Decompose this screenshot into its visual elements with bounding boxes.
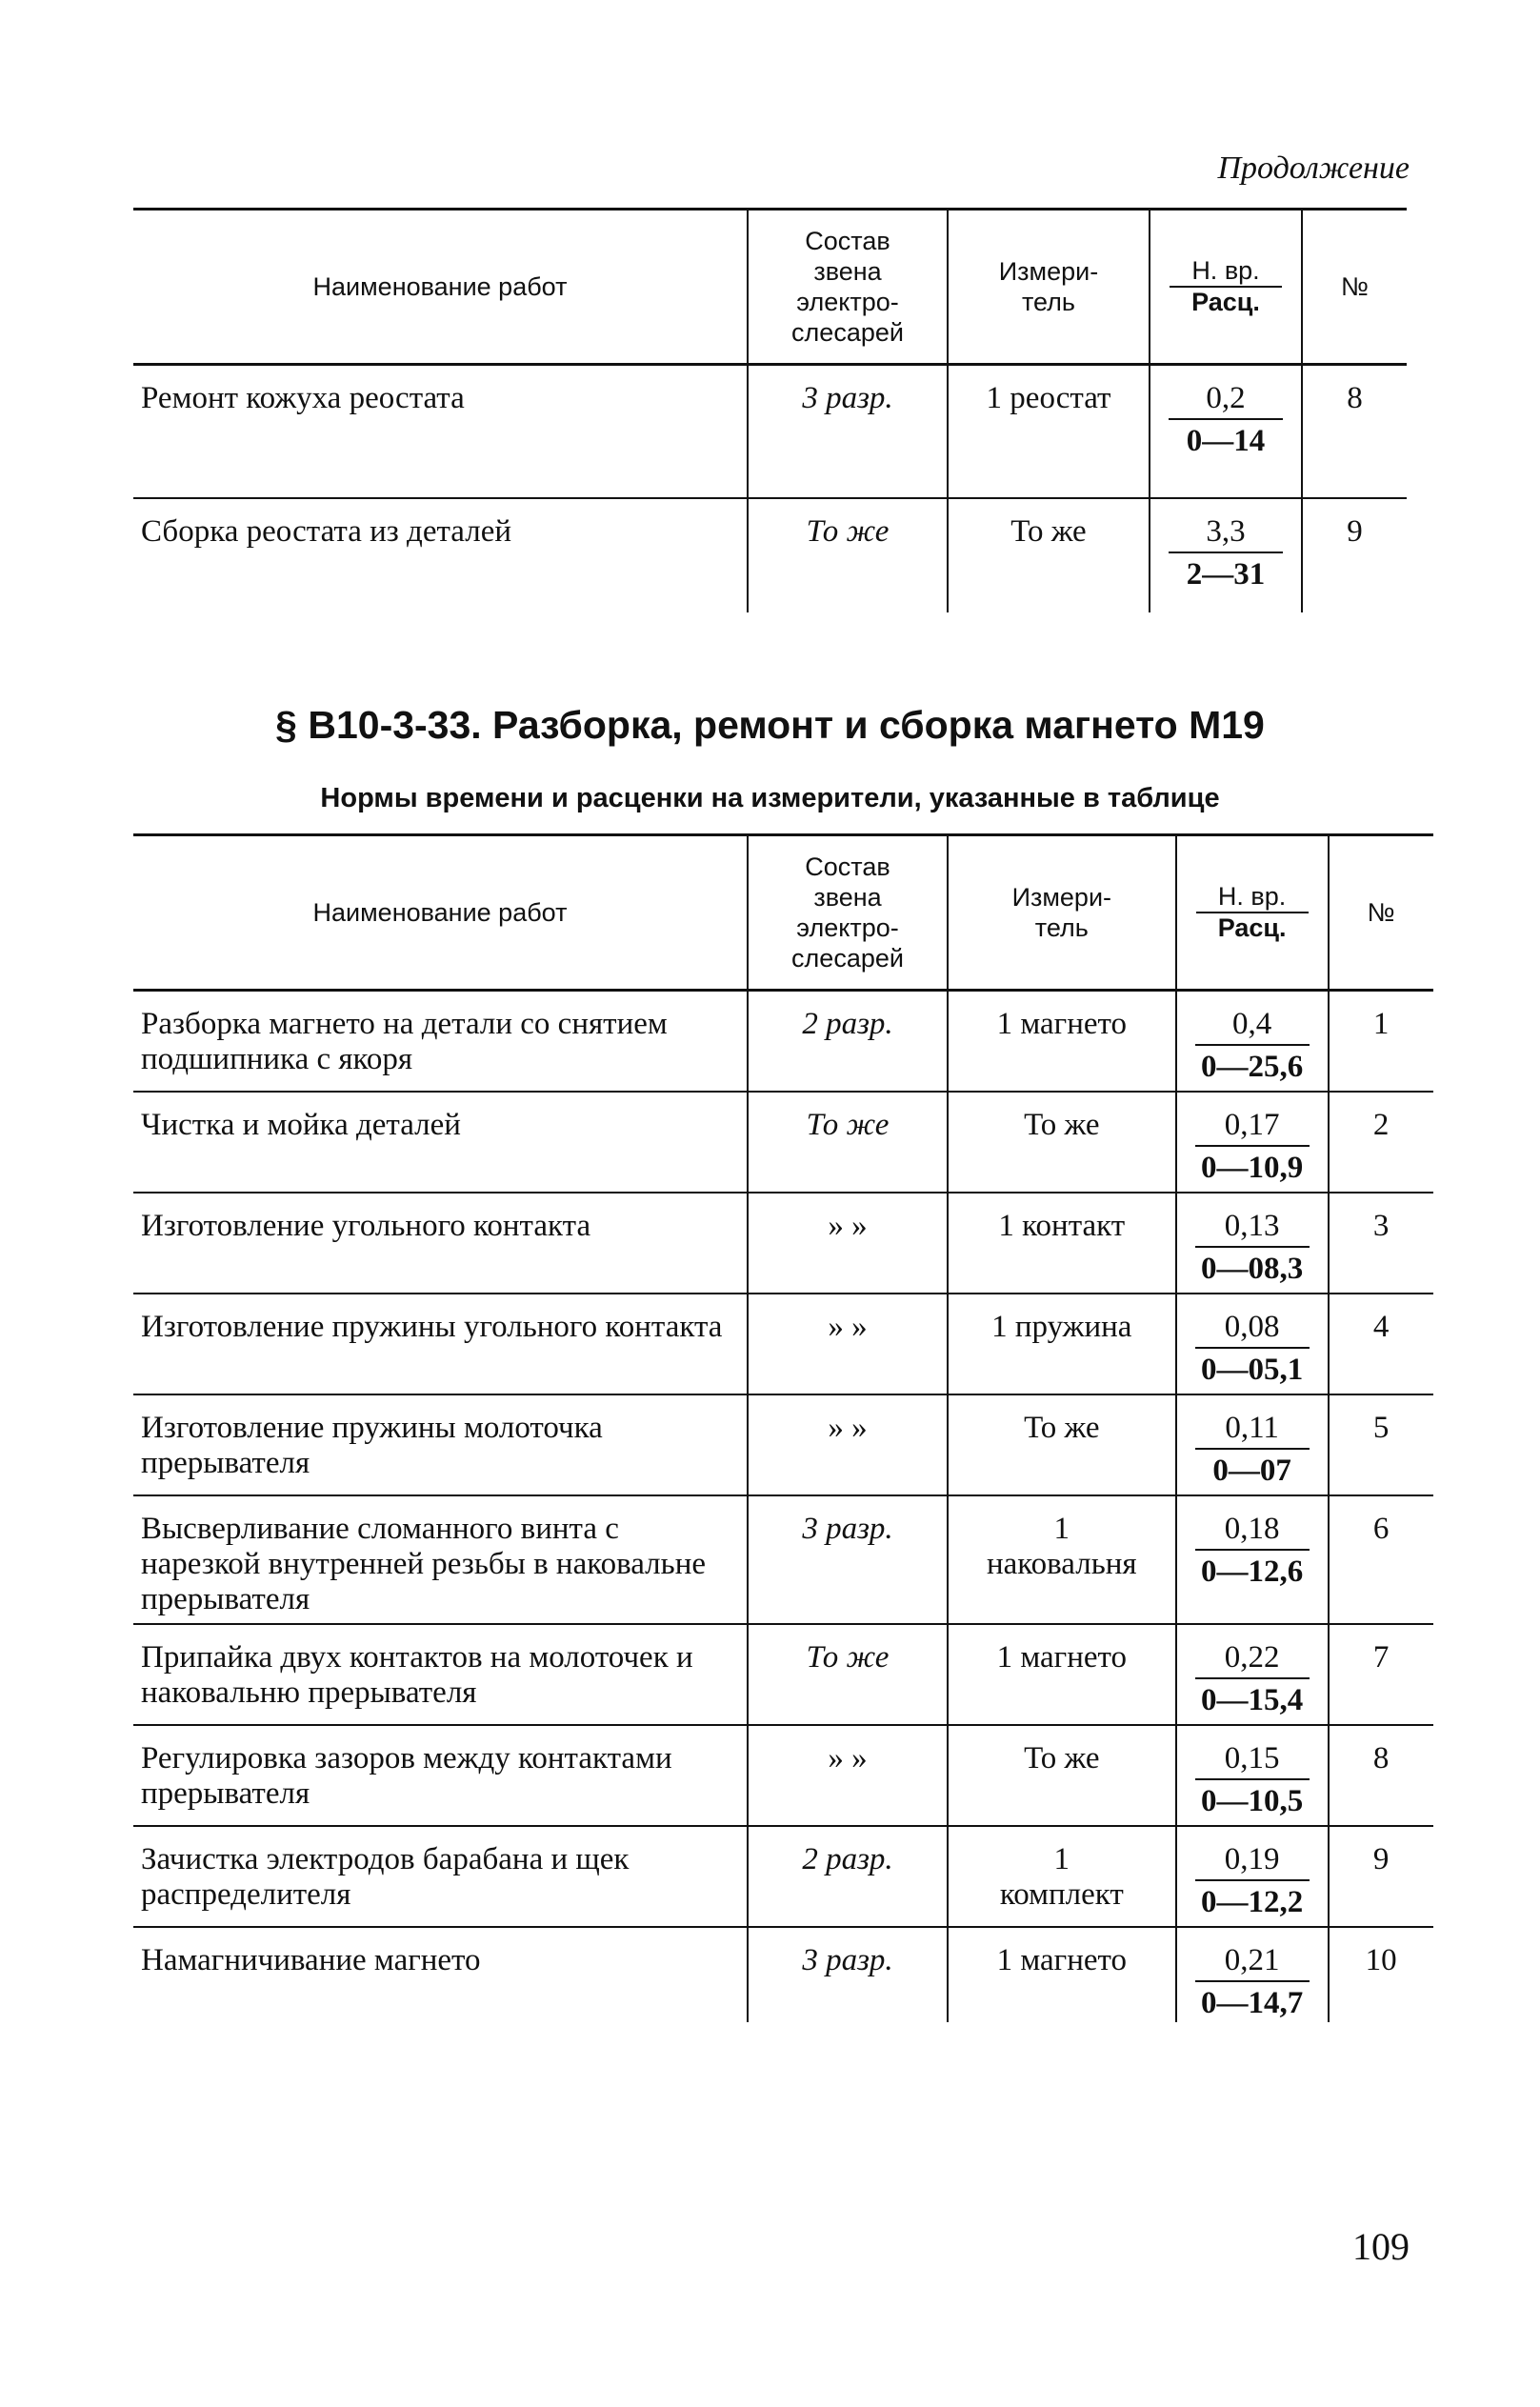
continued-label: Продолжение <box>1217 150 1410 186</box>
header-meas: Измери-тель <box>948 210 1150 365</box>
row-number: 7 <box>1329 1624 1433 1725</box>
page-number: 109 <box>1352 2225 1410 2268</box>
work-name: Высверливание сломанного винта с нарезкой внутренней резьбы в наковальне прерывателя <box>133 1495 748 1624</box>
team-composition: 3 разр. <box>748 365 948 498</box>
team-composition: 3 разр. <box>748 1495 948 1624</box>
work-name: Ремонт кожуха реостата <box>133 365 748 498</box>
time-norm: 0,13 <box>1195 1209 1310 1248</box>
measure-unit: 1 магнето <box>948 991 1176 1092</box>
measure-unit: 1 комплект <box>948 1826 1176 1927</box>
table-row <box>133 365 1407 498</box>
section-title: § В10-3-33. Разборка, ремонт и сборка магнето М19 <box>275 703 1265 747</box>
measure-unit: То же <box>948 1725 1176 1826</box>
norm-cell <box>1176 1394 1329 1495</box>
team-composition: » » <box>748 1725 948 1826</box>
table-row <box>133 1193 1433 1294</box>
header-num: № <box>1302 210 1407 365</box>
work-name: Зачистка электродов барабана и щек распределителя <box>133 1826 748 1927</box>
header-team: Состав звена электро-слесарей <box>748 210 948 365</box>
work-name: Сборка реостата из деталей <box>133 498 748 612</box>
team-composition: 2 разр. <box>748 1826 948 1927</box>
time-norm: 0,19 <box>1195 1842 1310 1881</box>
norms-table <box>133 833 1433 2022</box>
norm-cell <box>1150 498 1302 612</box>
work-name: Изготовление пружины угольного контакта <box>133 1294 748 1394</box>
continuation-table <box>133 208 1407 612</box>
norm-cell <box>1176 1725 1329 1826</box>
row-number: 9 <box>1329 1826 1433 1927</box>
time-norm: 0,08 <box>1195 1310 1310 1349</box>
header-meas: Измери-тель <box>948 835 1176 991</box>
work-name: Разборка магнето на детали со снятием подшипника с якоря <box>133 991 748 1092</box>
measure-unit: То же <box>948 1092 1176 1193</box>
rate: 0—25,6 <box>1200 1050 1304 1084</box>
team-composition: » » <box>748 1193 948 1294</box>
measure-unit: То же <box>948 498 1150 612</box>
header-name: Наименование работ <box>133 210 748 365</box>
table-row <box>133 1294 1433 1394</box>
time-norm: 0,17 <box>1195 1108 1310 1147</box>
header-name: Наименование работ <box>133 835 748 991</box>
time-norm: 0,22 <box>1195 1640 1310 1679</box>
rate: 0—12,2 <box>1200 1884 1304 1919</box>
norm-cell <box>1176 991 1329 1092</box>
time-norm: 0,18 <box>1195 1512 1310 1551</box>
norm-cell <box>1176 1826 1329 1927</box>
work-name: Изготовление угольного контакта <box>133 1193 748 1294</box>
table-row <box>133 1394 1433 1495</box>
header-norm-time: Н. вр. <box>1196 882 1309 913</box>
row-number: 1 <box>1329 991 1433 1092</box>
row-number: 5 <box>1329 1394 1433 1495</box>
row-number: 8 <box>1329 1725 1433 1826</box>
header-num: № <box>1329 835 1433 991</box>
measure-unit: 1 магнето <box>948 1927 1176 2022</box>
table-row <box>133 1495 1433 1624</box>
table-row <box>133 1927 1433 2022</box>
norm-cell <box>1176 1495 1329 1624</box>
table-row <box>133 1725 1433 1826</box>
team-composition: » » <box>748 1394 948 1495</box>
rate: 0—15,4 <box>1200 1682 1304 1717</box>
rate: 2—31 <box>1186 556 1266 592</box>
norm-cell <box>1150 365 1302 498</box>
rate: 0—08,3 <box>1200 1251 1304 1286</box>
measure-unit: 1 пружина <box>948 1294 1176 1394</box>
team-composition: То же <box>748 1624 948 1725</box>
work-name: Припайка двух контактов на молоточек и наковальню прерывателя <box>133 1624 748 1725</box>
row-number: 6 <box>1329 1495 1433 1624</box>
header-norm <box>1150 210 1302 365</box>
norm-cell <box>1176 1294 1329 1394</box>
rate: 0—12,6 <box>1200 1554 1304 1589</box>
rate: 0—14,7 <box>1200 1985 1304 2020</box>
work-name: Намагничивание магнето <box>133 1927 748 2022</box>
norm-cell <box>1176 1092 1329 1193</box>
time-norm: 0,2 <box>1169 381 1283 420</box>
rate: 0—05,1 <box>1200 1352 1304 1387</box>
header-norm-rate: Расц. <box>1191 288 1260 316</box>
row-number: 8 <box>1302 365 1407 498</box>
time-norm: 0,4 <box>1195 1007 1310 1046</box>
work-name: Регулировка зазоров между контактами прерывателя <box>133 1725 748 1826</box>
norm-cell <box>1176 1193 1329 1294</box>
time-norm: 0,15 <box>1195 1741 1310 1780</box>
time-norm: 0,21 <box>1195 1943 1310 1982</box>
work-name: Чистка и мойка деталей <box>133 1092 748 1193</box>
row-number: 3 <box>1329 1193 1433 1294</box>
section-subtitle: Нормы времени и расценки на измерители, указанные в таблице <box>320 783 1220 813</box>
team-composition: 3 разр. <box>748 1927 948 2022</box>
measure-unit: 1 контакт <box>948 1193 1176 1294</box>
table-row <box>133 498 1407 612</box>
table-row <box>133 1826 1433 1927</box>
header-norm-rate: Расц. <box>1217 913 1287 942</box>
header-norm-time: Н. вр. <box>1170 256 1282 288</box>
work-name: Изготовление пружины молоточка прерывателя <box>133 1394 748 1495</box>
measure-unit: 1 наковальня <box>948 1495 1176 1624</box>
header-team: Состав звена электро-слесарей <box>748 835 948 991</box>
team-composition: 2 разр. <box>748 991 948 1092</box>
rate: 0—07 <box>1212 1453 1291 1488</box>
rate: 0—14 <box>1186 424 1266 458</box>
team-composition: » » <box>748 1294 948 1394</box>
table-row <box>133 1624 1433 1725</box>
rate: 0—10,5 <box>1200 1783 1304 1818</box>
row-number: 4 <box>1329 1294 1433 1394</box>
table-row <box>133 1092 1433 1193</box>
time-norm: 3,3 <box>1169 514 1283 553</box>
row-number: 9 <box>1347 513 1363 549</box>
norm-cell <box>1176 1624 1329 1725</box>
team-composition: То же <box>748 498 948 612</box>
time-norm: 0,11 <box>1195 1411 1310 1450</box>
measure-unit: 1 реостат <box>948 365 1150 498</box>
row-number: 2 <box>1329 1092 1433 1193</box>
measure-unit: 1 магнето <box>948 1624 1176 1725</box>
row-number: 10 <box>1365 1942 1397 1977</box>
header-norm <box>1176 835 1329 991</box>
team-composition: То же <box>748 1092 948 1193</box>
measure-unit: То же <box>948 1394 1176 1495</box>
table-row <box>133 991 1433 1092</box>
norm-cell <box>1176 1927 1329 2022</box>
rate: 0—10,9 <box>1200 1150 1304 1185</box>
